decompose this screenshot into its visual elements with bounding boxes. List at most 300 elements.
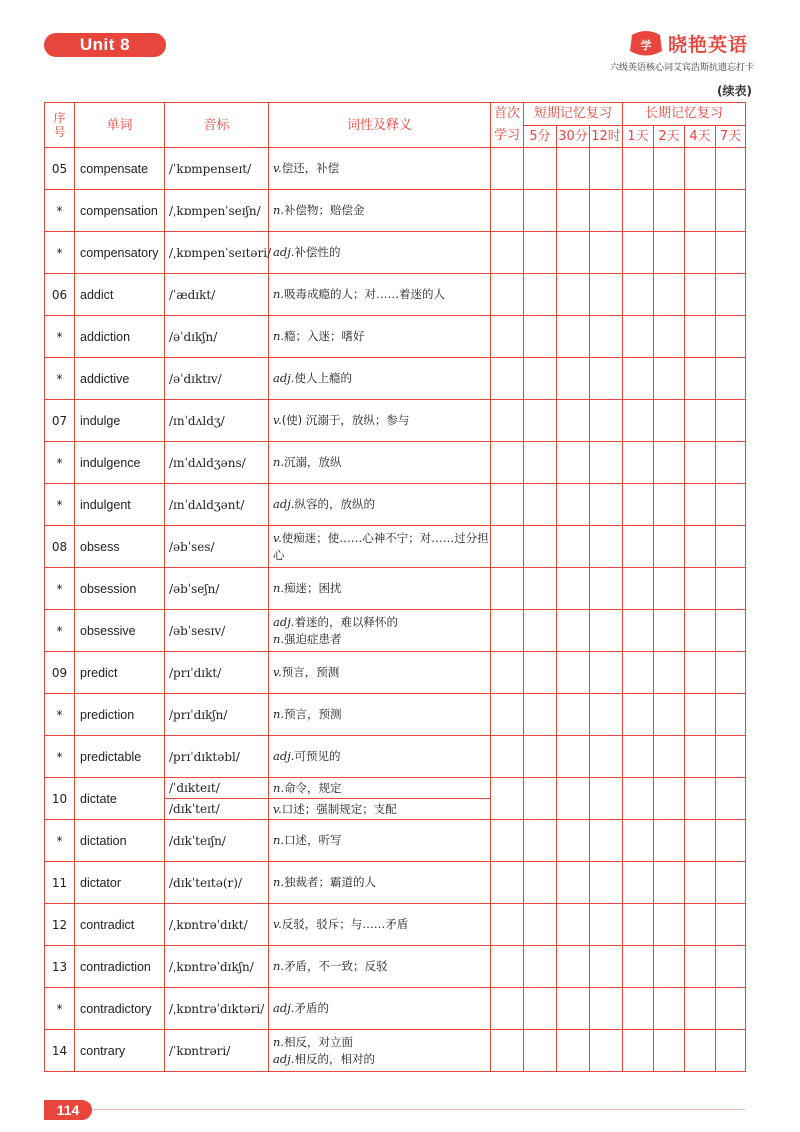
definition-line <box>273 801 490 818</box>
brand-subtitle: 六级英语核心词艾宾浩斯抗遗忘打卡 <box>609 63 754 73</box>
review-checkbox-first-study[interactable] <box>491 736 524 778</box>
definition-cell <box>269 988 491 1030</box>
review-checkbox-4day[interactable] <box>685 316 716 358</box>
review-checkbox-7day[interactable] <box>716 316 746 358</box>
review-checkbox-12h[interactable] <box>590 442 623 484</box>
review-checkbox-30min[interactable] <box>557 652 590 694</box>
review-checkbox-7day[interactable] <box>716 778 746 820</box>
definition-line <box>273 530 490 564</box>
definition-line <box>273 916 490 933</box>
review-checkbox-4day[interactable] <box>685 610 716 652</box>
review-checkbox-12h[interactable] <box>590 232 623 274</box>
review-checkbox-2day[interactable] <box>654 988 685 1030</box>
review-checkbox-12h[interactable] <box>590 190 623 232</box>
table-row <box>45 610 746 652</box>
review-checkbox-2day[interactable] <box>654 190 685 232</box>
table-row <box>45 442 746 484</box>
review-checkbox-7day[interactable] <box>716 820 746 862</box>
header-index: 序号 <box>45 103 75 148</box>
review-checkbox-5min[interactable] <box>524 736 557 778</box>
table-row <box>45 526 746 568</box>
review-checkbox-first-study[interactable] <box>491 274 524 316</box>
review-checkbox-12h[interactable] <box>590 820 623 862</box>
review-checkbox-1day[interactable] <box>623 484 654 526</box>
review-checkbox-30min[interactable] <box>557 904 590 946</box>
review-checkbox-7day[interactable] <box>716 568 746 610</box>
review-checkbox-1day[interactable] <box>623 358 654 400</box>
part-of-speech: n. <box>273 581 285 595</box>
phonetic-cell: /əˈdɪktɪv/ <box>165 358 269 400</box>
review-checkbox-30min[interactable] <box>557 946 590 988</box>
review-checkbox-4day[interactable] <box>685 820 716 862</box>
review-checkbox-2day[interactable] <box>654 442 685 484</box>
definition-line <box>273 454 490 471</box>
part-of-speech: n. <box>273 287 285 301</box>
review-checkbox-4day[interactable] <box>685 652 716 694</box>
review-checkbox-4day[interactable] <box>685 442 716 484</box>
review-checkbox-1day[interactable] <box>623 862 654 904</box>
phonetic-cell: /ˈdɪkteɪt/ <box>165 778 269 799</box>
definition-line <box>273 748 490 765</box>
review-checkbox-first-study[interactable] <box>491 778 524 820</box>
review-checkbox-5min[interactable] <box>524 946 557 988</box>
review-checkbox-30min[interactable] <box>557 442 590 484</box>
definition-line <box>273 1034 490 1051</box>
review-checkbox-30min[interactable] <box>557 568 590 610</box>
review-checkbox-first-study[interactable] <box>491 946 524 988</box>
review-checkbox-5min[interactable] <box>524 358 557 400</box>
review-checkbox-first-study[interactable] <box>491 862 524 904</box>
review-checkbox-1day[interactable] <box>623 736 654 778</box>
review-checkbox-5min[interactable] <box>524 820 557 862</box>
review-checkbox-7day[interactable] <box>716 946 746 988</box>
word-cell: contradict <box>75 904 165 946</box>
review-checkbox-2day[interactable] <box>654 358 685 400</box>
definition-line <box>273 160 490 177</box>
meaning-text: 纵容的，放纵的 <box>294 497 375 511</box>
review-checkbox-4day[interactable] <box>685 862 716 904</box>
review-checkbox-12h[interactable] <box>590 904 623 946</box>
review-checkbox-5min[interactable] <box>524 232 557 274</box>
part-of-speech: v. <box>273 530 282 545</box>
meaning-text: 相反，对立面 <box>284 1034 354 1049</box>
review-checkbox-5min[interactable] <box>524 988 557 1030</box>
table-row <box>45 904 746 946</box>
review-checkbox-1day[interactable] <box>623 988 654 1030</box>
phonetic-cell: /dɪkˈteɪtə(r)/ <box>165 862 269 904</box>
review-checkbox-1day[interactable] <box>623 778 654 820</box>
review-checkbox-30min[interactable] <box>557 232 590 274</box>
review-checkbox-first-study[interactable] <box>491 316 524 358</box>
review-checkbox-2day[interactable] <box>654 862 685 904</box>
phonetic-cell: /ɪnˈdʌldʒ/ <box>165 400 269 442</box>
definition-line <box>273 874 490 891</box>
definition-line <box>273 412 490 429</box>
review-checkbox-7day[interactable] <box>716 232 746 274</box>
review-checkbox-30min[interactable] <box>557 190 590 232</box>
table-row <box>45 568 746 610</box>
header-phonetic: 音标 <box>165 103 269 148</box>
row-number: 07 <box>45 400 75 442</box>
review-checkbox-2day[interactable] <box>654 274 685 316</box>
definition-line <box>273 958 490 975</box>
review-checkbox-12h[interactable] <box>590 526 623 568</box>
meaning-text: 口述；强制规定；支配 <box>281 801 397 816</box>
table-row <box>45 778 746 799</box>
review-checkbox-5min[interactable] <box>524 484 557 526</box>
table-row <box>45 358 746 400</box>
review-checkbox-30min[interactable] <box>557 694 590 736</box>
review-checkbox-2day[interactable] <box>654 316 685 358</box>
review-checkbox-1day[interactable] <box>623 820 654 862</box>
review-checkbox-12h[interactable] <box>590 568 623 610</box>
table-row <box>45 400 746 442</box>
review-checkbox-5min[interactable] <box>524 190 557 232</box>
review-checkbox-5min[interactable] <box>524 652 557 694</box>
word-cell: prediction <box>75 694 165 736</box>
definition-cell <box>269 694 491 736</box>
phonetic-cell: /ɪnˈdʌldʒənt/ <box>165 484 269 526</box>
header-slot-2day: 2天 <box>654 125 685 148</box>
review-checkbox-30min[interactable] <box>557 526 590 568</box>
review-checkbox-30min[interactable] <box>557 862 590 904</box>
review-checkbox-2day[interactable] <box>654 148 685 190</box>
review-checkbox-first-study[interactable] <box>491 400 524 442</box>
review-checkbox-7day[interactable] <box>716 484 746 526</box>
review-checkbox-2day[interactable] <box>654 652 685 694</box>
page-number: 114 <box>44 1100 92 1120</box>
review-checkbox-4day[interactable] <box>685 778 716 820</box>
review-checkbox-4day[interactable] <box>685 946 716 988</box>
review-checkbox-30min[interactable] <box>557 358 590 400</box>
word-cell: contradiction <box>75 946 165 988</box>
meaning-text: 反驳，驳斥；与……矛盾 <box>281 917 409 931</box>
review-checkbox-2day[interactable] <box>654 568 685 610</box>
review-checkbox-12h[interactable] <box>590 274 623 316</box>
part-of-speech: adj. <box>273 245 295 259</box>
definition-cell <box>269 652 491 694</box>
review-checkbox-30min[interactable] <box>557 778 590 820</box>
review-checkbox-1day[interactable] <box>623 904 654 946</box>
word-cell: obsess <box>75 526 165 568</box>
review-checkbox-5min[interactable] <box>524 274 557 316</box>
part-of-speech: adj. <box>273 1001 295 1015</box>
header-slot-1day: 1天 <box>623 125 654 148</box>
review-checkbox-7day[interactable] <box>716 274 746 316</box>
phonetic-cell: /əbˈsesɪv/ <box>165 610 269 652</box>
review-checkbox-30min[interactable] <box>557 1030 590 1072</box>
table-row <box>45 862 746 904</box>
review-checkbox-first-study[interactable] <box>491 652 524 694</box>
review-checkbox-7day[interactable] <box>716 148 746 190</box>
word-cell: obsession <box>75 568 165 610</box>
review-checkbox-5min[interactable] <box>524 568 557 610</box>
review-checkbox-first-study[interactable] <box>491 232 524 274</box>
review-checkbox-2day[interactable] <box>654 232 685 274</box>
definition-line <box>273 202 490 219</box>
review-checkbox-2day[interactable] <box>654 736 685 778</box>
review-checkbox-30min[interactable] <box>557 148 590 190</box>
review-checkbox-5min[interactable] <box>524 778 557 820</box>
meaning-text: 口述，听写 <box>284 833 342 847</box>
review-checkbox-1day[interactable] <box>623 190 654 232</box>
word-cell: contrary <box>75 1030 165 1072</box>
header-definition: 词性及释义 <box>269 103 491 148</box>
review-checkbox-7day[interactable] <box>716 652 746 694</box>
part-of-speech: n. <box>273 875 285 889</box>
review-checkbox-4day[interactable] <box>685 904 716 946</box>
review-checkbox-5min[interactable] <box>524 694 557 736</box>
review-checkbox-first-study[interactable] <box>491 358 524 400</box>
part-of-speech: adj. <box>273 497 295 511</box>
part-of-speech: adj. <box>273 1051 295 1066</box>
review-checkbox-2day[interactable] <box>654 400 685 442</box>
review-checkbox-4day[interactable] <box>685 232 716 274</box>
review-checkbox-30min[interactable] <box>557 988 590 1030</box>
phonetic-cell: /prɪˈdɪktəbl/ <box>165 736 269 778</box>
word-cell: dictate <box>75 778 165 820</box>
row-number: * <box>45 610 75 652</box>
review-checkbox-4day[interactable] <box>685 988 716 1030</box>
meaning-text: 痴迷；困扰 <box>284 581 342 595</box>
review-checkbox-2day[interactable] <box>654 526 685 568</box>
review-checkbox-first-study[interactable] <box>491 484 524 526</box>
meaning-text: 矛盾，不一致；反驳 <box>284 959 388 973</box>
review-checkbox-1day[interactable] <box>623 610 654 652</box>
phonetic-cell: /əbˈses/ <box>165 526 269 568</box>
row-number: * <box>45 694 75 736</box>
definition-line <box>273 580 490 597</box>
review-checkbox-7day[interactable] <box>716 526 746 568</box>
review-checkbox-12h[interactable] <box>590 1030 623 1072</box>
footer-rule <box>92 1109 745 1110</box>
meaning-text: 吸毒成瘾的人；对……着迷的人 <box>284 287 446 301</box>
header-slot-4day: 4天 <box>685 125 716 148</box>
review-checkbox-12h[interactable] <box>590 610 623 652</box>
review-checkbox-1day[interactable] <box>623 232 654 274</box>
review-checkbox-5min[interactable] <box>524 442 557 484</box>
review-checkbox-1day[interactable] <box>623 1030 654 1072</box>
review-checkbox-30min[interactable] <box>557 484 590 526</box>
table-row <box>45 148 746 190</box>
review-checkbox-12h[interactable] <box>590 400 623 442</box>
review-checkbox-first-study[interactable] <box>491 442 524 484</box>
review-checkbox-2day[interactable] <box>654 1030 685 1072</box>
row-number: 13 <box>45 946 75 988</box>
review-checkbox-7day[interactable] <box>716 400 746 442</box>
table-row <box>45 946 746 988</box>
review-checkbox-first-study[interactable] <box>491 190 524 232</box>
header-short-term: 短期记忆复习 <box>524 103 623 126</box>
review-checkbox-first-study[interactable] <box>491 148 524 190</box>
review-checkbox-7day[interactable] <box>716 736 746 778</box>
review-checkbox-12h[interactable] <box>590 736 623 778</box>
table-row <box>45 232 746 274</box>
review-checkbox-12h[interactable] <box>590 694 623 736</box>
review-checkbox-first-study[interactable] <box>491 694 524 736</box>
part-of-speech: n. <box>273 707 285 721</box>
row-number: 05 <box>45 148 75 190</box>
review-checkbox-12h[interactable] <box>590 358 623 400</box>
review-checkbox-12h[interactable] <box>590 946 623 988</box>
review-checkbox-2day[interactable] <box>654 484 685 526</box>
row-number: 14 <box>45 1030 75 1072</box>
meaning-text: 矛盾的 <box>294 1001 329 1015</box>
meaning-text: 补偿性的 <box>294 245 341 259</box>
review-checkbox-first-study[interactable] <box>491 526 524 568</box>
review-checkbox-1day[interactable] <box>623 148 654 190</box>
word-cell: obsessive <box>75 610 165 652</box>
definition-cell <box>269 862 491 904</box>
review-checkbox-7day[interactable] <box>716 694 746 736</box>
review-checkbox-5min[interactable] <box>524 400 557 442</box>
review-checkbox-2day[interactable] <box>654 694 685 736</box>
review-checkbox-7day[interactable] <box>716 190 746 232</box>
definition-line <box>273 832 490 849</box>
review-checkbox-2day[interactable] <box>654 778 685 820</box>
phonetic-cell: /ˈkɒmpenseɪt/ <box>165 148 269 190</box>
review-checkbox-4day[interactable] <box>685 568 716 610</box>
definition-cell <box>269 274 491 316</box>
review-checkbox-1day[interactable] <box>623 694 654 736</box>
review-checkbox-7day[interactable] <box>716 358 746 400</box>
phonetic-cell: /prɪˈdɪkt/ <box>165 652 269 694</box>
phonetic-cell: /əbˈseʃn/ <box>165 568 269 610</box>
review-checkbox-30min[interactable] <box>557 820 590 862</box>
review-checkbox-7day[interactable] <box>716 610 746 652</box>
review-checkbox-5min[interactable] <box>524 862 557 904</box>
phonetic-cell: /dɪkˈteɪt/ <box>165 799 269 820</box>
review-checkbox-30min[interactable] <box>557 274 590 316</box>
review-checkbox-1day[interactable] <box>623 526 654 568</box>
row-number: * <box>45 232 75 274</box>
definition-line <box>273 664 490 681</box>
definition-line <box>273 496 490 513</box>
row-number: 06 <box>45 274 75 316</box>
review-checkbox-7day[interactable] <box>716 862 746 904</box>
review-checkbox-5min[interactable] <box>524 316 557 358</box>
review-checkbox-first-study[interactable] <box>491 820 524 862</box>
review-checkbox-first-study[interactable] <box>491 568 524 610</box>
review-checkbox-first-study[interactable] <box>491 988 524 1030</box>
review-checkbox-4day[interactable] <box>685 190 716 232</box>
meaning-text: 相反的，相对的 <box>294 1051 375 1066</box>
review-checkbox-30min[interactable] <box>557 316 590 358</box>
row-number: 11 <box>45 862 75 904</box>
row-number: 12 <box>45 904 75 946</box>
review-checkbox-4day[interactable] <box>685 736 716 778</box>
review-checkbox-5min[interactable] <box>524 904 557 946</box>
phonetic-cell: /ˌkɒmpenˈseɪtəri/ <box>165 232 269 274</box>
review-checkbox-2day[interactable] <box>654 610 685 652</box>
review-checkbox-12h[interactable] <box>590 316 623 358</box>
review-checkbox-2day[interactable] <box>654 904 685 946</box>
review-checkbox-12h[interactable] <box>590 988 623 1030</box>
review-checkbox-7day[interactable] <box>716 1030 746 1072</box>
review-checkbox-4day[interactable] <box>685 694 716 736</box>
review-checkbox-7day[interactable] <box>716 904 746 946</box>
meaning-text: 使人上瘾的 <box>294 371 352 385</box>
review-checkbox-1day[interactable] <box>623 316 654 358</box>
review-checkbox-4day[interactable] <box>685 274 716 316</box>
review-checkbox-30min[interactable] <box>557 610 590 652</box>
review-checkbox-12h[interactable] <box>590 778 623 820</box>
word-cell: addictive <box>75 358 165 400</box>
phonetic-cell: /ˈkɒntrəri/ <box>165 1030 269 1072</box>
review-checkbox-1day[interactable] <box>623 946 654 988</box>
review-checkbox-12h[interactable] <box>590 484 623 526</box>
review-checkbox-2day[interactable] <box>654 820 685 862</box>
review-checkbox-4day[interactable] <box>685 526 716 568</box>
review-checkbox-1day[interactable] <box>623 568 654 610</box>
review-checkbox-4day[interactable] <box>685 1030 716 1072</box>
header-slot-12h: 12时 <box>590 125 623 148</box>
header-slot-5min: 5分 <box>524 125 557 148</box>
header-first-study: 首次学习 <box>491 103 524 148</box>
review-checkbox-7day[interactable] <box>716 988 746 1030</box>
header-long-term: 长期记忆复习 <box>623 103 746 126</box>
unit-badge: Unit 8 <box>44 33 166 57</box>
brand-name: 晓艳英语 <box>668 34 749 56</box>
part-of-speech: adj. <box>273 614 295 629</box>
row-number: 09 <box>45 652 75 694</box>
definition-line <box>273 1000 490 1017</box>
part-of-speech: n. <box>273 329 285 343</box>
review-checkbox-4day[interactable] <box>685 358 716 400</box>
part-of-speech: v. <box>273 801 282 816</box>
review-checkbox-1day[interactable] <box>623 652 654 694</box>
header-slot-7day: 7天 <box>716 125 746 148</box>
review-checkbox-12h[interactable] <box>590 862 623 904</box>
row-number: * <box>45 316 75 358</box>
review-checkbox-5min[interactable] <box>524 148 557 190</box>
part-of-speech: n. <box>273 631 285 646</box>
review-checkbox-1day[interactable] <box>623 400 654 442</box>
definition-cell <box>269 148 491 190</box>
word-cell: compensatory <box>75 232 165 274</box>
definition-line <box>273 780 490 797</box>
review-checkbox-1day[interactable] <box>623 442 654 484</box>
review-checkbox-4day[interactable] <box>685 148 716 190</box>
part-of-speech: v. <box>273 161 282 175</box>
review-checkbox-30min[interactable] <box>557 736 590 778</box>
review-checkbox-1day[interactable] <box>623 274 654 316</box>
definition-cell <box>269 190 491 232</box>
review-checkbox-first-study[interactable] <box>491 1030 524 1072</box>
word-cell: indulgent <box>75 484 165 526</box>
review-checkbox-4day[interactable] <box>685 484 716 526</box>
review-checkbox-2day[interactable] <box>654 946 685 988</box>
meaning-text: 可预见的 <box>294 749 341 763</box>
definition-cell <box>269 610 491 652</box>
word-cell: addiction <box>75 316 165 358</box>
meaning-text: 命令，规定 <box>284 780 342 795</box>
review-checkbox-30min[interactable] <box>557 400 590 442</box>
review-checkbox-4day[interactable] <box>685 400 716 442</box>
definition-cell <box>269 1030 491 1072</box>
review-checkbox-12h[interactable] <box>590 148 623 190</box>
review-checkbox-first-study[interactable] <box>491 610 524 652</box>
review-checkbox-5min[interactable] <box>524 526 557 568</box>
definition-line <box>273 370 490 387</box>
word-cell: addict <box>75 274 165 316</box>
header-slot-30min: 30分 <box>557 125 590 148</box>
review-checkbox-5min[interactable] <box>524 610 557 652</box>
review-checkbox-7day[interactable] <box>716 442 746 484</box>
review-checkbox-first-study[interactable] <box>491 904 524 946</box>
review-checkbox-5min[interactable] <box>524 1030 557 1072</box>
review-checkbox-12h[interactable] <box>590 652 623 694</box>
